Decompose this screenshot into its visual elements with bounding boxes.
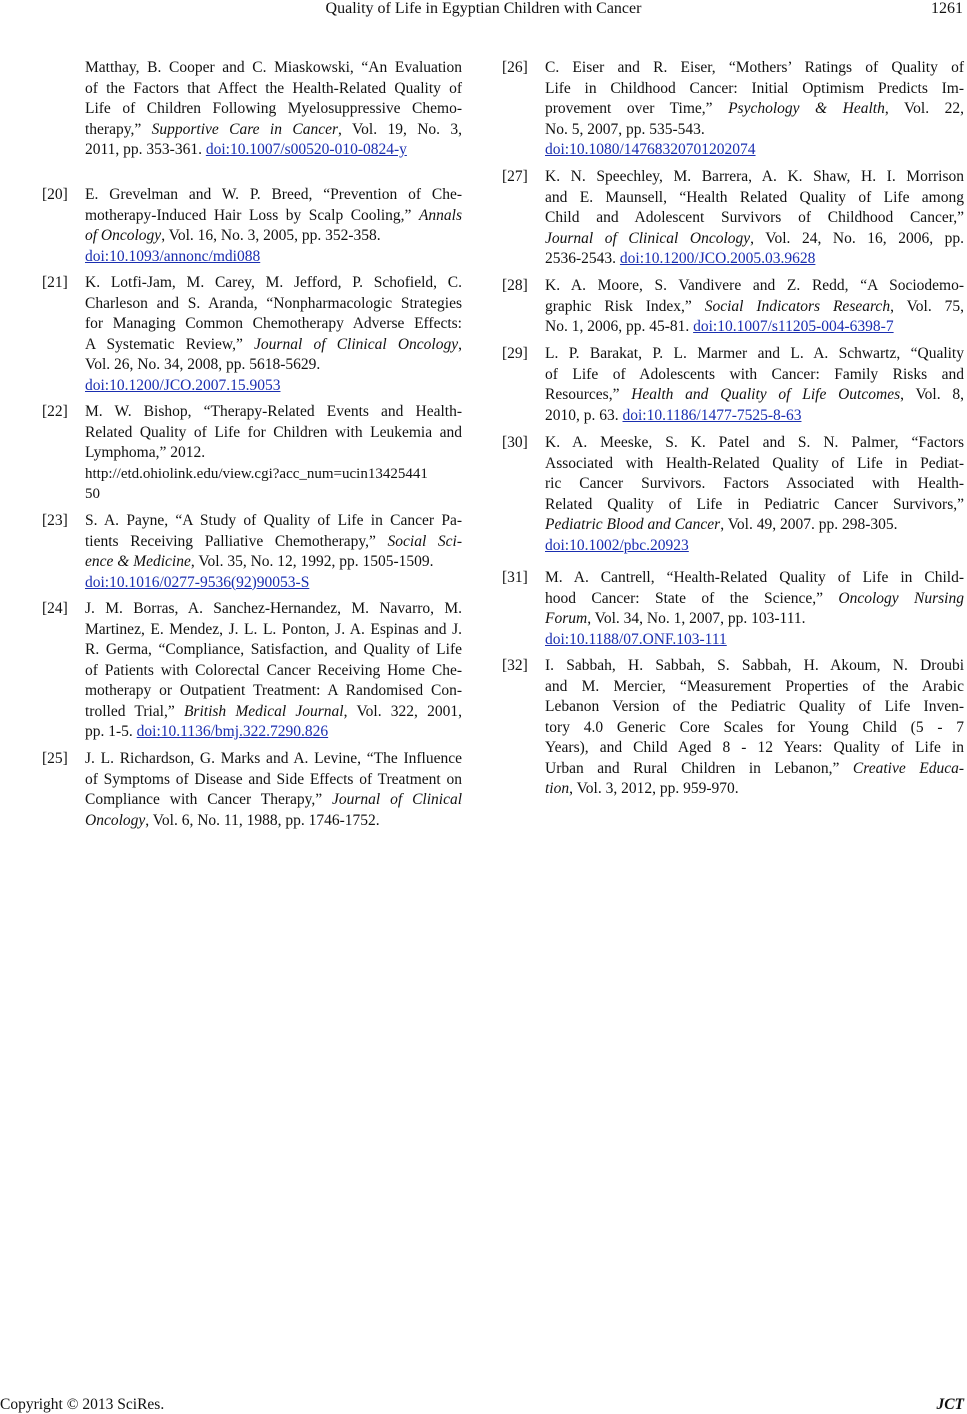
reference-line bbox=[545, 454, 964, 475]
reference-text: of Patients with Colorectal Cancer Receiving Home Che- bbox=[85, 661, 462, 679]
reference-number: [20] bbox=[42, 186, 68, 203]
reference-text: K. N. Speechley, M. Barrera, A. K. Shaw, H. I. Morrison bbox=[545, 168, 964, 185]
reference-line bbox=[85, 573, 462, 594]
doi-link[interactable]: doi:10.1200/JCO.2005.03.9628 bbox=[619, 250, 816, 267]
reference-text: , Vol. 322, 2001, bbox=[343, 702, 463, 720]
journal-title: Health and Quality of Life Outcomes bbox=[631, 386, 901, 403]
reference-line bbox=[85, 402, 462, 423]
reference-text: Related Quality of Life for Children with Leukemia and bbox=[85, 423, 462, 441]
reference-text: of Symptoms of Disease and Side Effects of Treatment on bbox=[85, 770, 462, 788]
journal-title: Journal of Clinical Oncology bbox=[254, 335, 459, 353]
reference-text: J. L. Richardson, G. Marks and A. Levine, “The Influence bbox=[85, 750, 462, 767]
reference-line bbox=[545, 344, 964, 365]
reference-line bbox=[545, 609, 964, 630]
reference-text: pp. 1-5. bbox=[85, 723, 137, 740]
reference-text: , Vol. 49, 2007. pp. 298-305. bbox=[720, 516, 898, 533]
reference-line bbox=[85, 770, 462, 791]
reference-text: therapy,” bbox=[85, 120, 152, 138]
reference-line bbox=[85, 511, 462, 532]
reference-line bbox=[85, 120, 462, 141]
journal-title: ence & Medicine bbox=[85, 553, 191, 570]
reference-text: Martinez, E. Mendez, J. L. L. Ponton, J. A. Espinas and J. bbox=[85, 620, 462, 638]
reference-text: , bbox=[458, 335, 462, 353]
reference-text: Lebanon Version of the Pediatric Quality of Life Inven- bbox=[545, 698, 964, 715]
url-text: 50 bbox=[85, 486, 100, 502]
reference-entry bbox=[42, 599, 462, 743]
doi-link[interactable]: doi:10.1007/s11205-004-6398-7 bbox=[693, 318, 894, 335]
reference-number: [30] bbox=[502, 434, 528, 451]
reference-line bbox=[85, 552, 462, 573]
reference-number: [29] bbox=[502, 345, 528, 362]
reference-line bbox=[545, 433, 964, 454]
reference-text: tients Receiving Palliative Chemotherapy,” bbox=[85, 532, 388, 550]
reference-text: , Vol. 19, No. 3, bbox=[337, 120, 463, 138]
reference-text: motherapy or Outpatient Treatment: A Randomised Con- bbox=[85, 682, 462, 699]
reference-text: trolled Trial,” bbox=[85, 702, 184, 720]
journal-title: Annals bbox=[418, 206, 462, 224]
reference-line bbox=[85, 532, 462, 553]
reference-text: provement over Time,” bbox=[545, 100, 729, 117]
reference-line bbox=[545, 276, 964, 297]
reference-text: 2011, pp. 353-361. bbox=[85, 141, 206, 158]
reference-entry bbox=[502, 58, 964, 161]
reference-text: Child and Adolescent Survivors of Childhood Cancer,” bbox=[545, 209, 964, 226]
reference-line bbox=[85, 464, 462, 485]
reference-line bbox=[85, 185, 462, 206]
reference-line bbox=[545, 385, 964, 406]
reference-line bbox=[545, 249, 964, 270]
doi-link[interactable]: doi:10.1188/07.ONF.103-111 bbox=[545, 630, 727, 648]
reference-entry bbox=[42, 273, 462, 396]
journal-title: Journal of Clinical Oncology bbox=[545, 229, 751, 247]
journal-title: Social Indicators Research bbox=[704, 297, 891, 315]
reference-text: I. Sabbah, H. Sabbah, S. Sabbah, H. Akoum, N. Droubi bbox=[545, 657, 964, 674]
journal-title: Forum bbox=[545, 610, 588, 627]
reference-line bbox=[545, 208, 964, 229]
reference-text: hood Cancer: State of the Science,” bbox=[545, 589, 839, 607]
reference-number: [27] bbox=[502, 168, 528, 185]
reference-text: K. A. Meeske, S. K. Patel and S. N. Palmer, “Factors bbox=[545, 434, 964, 451]
doi-link[interactable]: doi:10.1080/14768320701202074 bbox=[545, 141, 756, 158]
reference-number: [26] bbox=[502, 59, 528, 76]
reference-text: , Vol. 24, No. 16, 2006, pp. bbox=[750, 229, 964, 247]
reference-line bbox=[545, 79, 964, 100]
doi-link[interactable]: doi:10.1186/1477-7525-8-63 bbox=[622, 406, 802, 424]
reference-line bbox=[545, 297, 964, 318]
reference-text: R. Germa, “Compliance, Satisfaction, and Quality of Life bbox=[85, 641, 462, 658]
page-number: 1261 bbox=[931, 0, 963, 17]
journal-title: Creative Educa- bbox=[852, 759, 964, 777]
reference-text: for Managing Common Chemotherapy Adverse Effects: bbox=[85, 315, 462, 332]
reference-line bbox=[85, 423, 462, 444]
reference-line bbox=[85, 206, 462, 227]
reference-entry bbox=[42, 402, 462, 505]
reference-text: , Vol. 3, 2012, pp. 959-970. bbox=[569, 780, 739, 797]
reference-line bbox=[545, 167, 964, 188]
reference-line bbox=[545, 779, 964, 800]
reference-line bbox=[545, 99, 964, 120]
reference-text: , Vol. 75, bbox=[890, 297, 964, 315]
reference-line bbox=[85, 661, 462, 682]
reference-text: and M. Mercier, “Measurement Properties of the Arabic bbox=[545, 677, 964, 695]
reference-text: K. A. Moore, S. Vandivere and Z. Redd, “A Sociodemo- bbox=[545, 277, 964, 294]
reference-entry bbox=[502, 344, 964, 426]
reference-text: Matthay, B. Cooper and C. Miaskowski, “An Evaluation bbox=[85, 59, 462, 76]
reference-number: [32] bbox=[502, 657, 528, 674]
journal-title: Social Sci- bbox=[387, 532, 462, 550]
reference-line bbox=[85, 443, 462, 464]
reference-line bbox=[85, 681, 462, 702]
reference-text: 2536-2543. bbox=[545, 250, 620, 267]
reference-line bbox=[545, 759, 964, 780]
reference-text: Life in Childhood Cancer: Initial Optimism Predicts Im- bbox=[545, 79, 964, 97]
reference-entry bbox=[502, 656, 964, 800]
reference-line bbox=[85, 247, 462, 268]
reference-text: Resources,” bbox=[545, 386, 632, 403]
reference-text: 2010, p. 63. bbox=[545, 406, 623, 424]
reference-line bbox=[545, 317, 964, 338]
journal-title: Journal of Clinical bbox=[332, 791, 463, 808]
journal-title: Pediatric Blood and Cancer bbox=[545, 516, 721, 533]
copyright-notice: Copyright © 2013 SciRes. bbox=[0, 1396, 165, 1413]
journal-title: Oncology Nursing bbox=[838, 589, 964, 607]
journal-title: Supportive Care in Cancer bbox=[151, 120, 338, 138]
page-header bbox=[0, 0, 967, 22]
reference-line bbox=[545, 188, 964, 209]
reference-line bbox=[85, 58, 462, 79]
reference-line bbox=[545, 365, 964, 386]
reference-line bbox=[85, 790, 462, 811]
reference-line bbox=[545, 738, 964, 759]
reference-text: of the Factors that Affect the Health-Related Quality of bbox=[85, 79, 462, 97]
reference-text: Related Quality of Life in Pediatric Cancer Survivors,” bbox=[545, 495, 964, 513]
reference-text: M. W. Bishop, “Therapy-Related Events and Health- bbox=[85, 403, 462, 420]
reference-number: [24] bbox=[42, 600, 68, 617]
reference-line bbox=[85, 640, 462, 661]
reference-text: , Vol. 35, No. 12, 1992, pp. 1505-1509. bbox=[190, 553, 434, 570]
reference-line bbox=[85, 620, 462, 641]
reference-line bbox=[85, 376, 462, 397]
reference-line bbox=[545, 140, 964, 161]
reference-entry bbox=[42, 58, 462, 161]
reference-line bbox=[85, 140, 462, 161]
reference-text: S. A. Payne, “A Study of Quality of Life in Cancer Pa- bbox=[85, 512, 462, 529]
reference-line bbox=[545, 718, 964, 739]
reference-line bbox=[545, 229, 964, 250]
reference-line bbox=[545, 474, 964, 495]
reference-text: Life of Children Following Myelosuppressive Chemo- bbox=[85, 100, 462, 117]
reference-text: L. P. Barakat, P. L. Marmer and L. A. Schwartz, “Quality bbox=[545, 345, 964, 362]
url-text: http://etd.ohiolink.edu/view.cgi?acc_num=ucin13425441 bbox=[85, 465, 428, 482]
reference-number: [23] bbox=[42, 512, 68, 529]
reference-line bbox=[545, 568, 964, 589]
reference-number: [22] bbox=[42, 403, 68, 420]
reference-text: Compliance with Cancer Therapy,” bbox=[85, 791, 333, 808]
reference-text: ric Cancer Survivors. Factors Associated with Health- bbox=[545, 475, 964, 492]
reference-line bbox=[85, 294, 462, 315]
reference-line bbox=[85, 99, 462, 120]
reference-line bbox=[85, 811, 462, 832]
reference-number: [21] bbox=[42, 274, 68, 291]
journal-title: tion bbox=[545, 780, 570, 797]
reference-line bbox=[545, 656, 964, 677]
reference-text: M. A. Cantrell, “Health-Related Quality of Life in Child- bbox=[545, 569, 964, 586]
reference-text: , Vol. 6, No. 11, 1988, pp. 1746-1752. bbox=[145, 811, 380, 829]
reference-text: motherapy-Induced Hair Loss by Scalp Cooling,” bbox=[85, 206, 419, 224]
reference-text: Associated with Health-Related Quality of Life in Pediat- bbox=[545, 454, 964, 472]
journal-title: of Oncology bbox=[85, 227, 162, 244]
reference-entry bbox=[502, 276, 964, 338]
reference-text: J. M. Borras, A. Sanchez-Hernandez, M. Navarro, M. bbox=[85, 600, 462, 617]
reference-line bbox=[85, 484, 462, 505]
reference-entry bbox=[42, 749, 462, 831]
reference-line bbox=[545, 406, 964, 427]
reference-entry bbox=[502, 568, 964, 650]
reference-line bbox=[85, 355, 462, 376]
doi-link[interactable]: doi:10.1093/annonc/mdi088 bbox=[85, 247, 261, 265]
reference-entry bbox=[502, 433, 964, 556]
reference-text: , Vol. 34, No. 1, 2007, pp. 103-111. bbox=[587, 610, 806, 627]
doi-link[interactable]: doi:10.1136/bmj.322.7290.826 bbox=[136, 723, 329, 740]
reference-line bbox=[545, 120, 964, 141]
reference-text: , Vol. 8, bbox=[900, 386, 964, 403]
reference-number: [31] bbox=[502, 569, 528, 586]
reference-text: tory 4.0 Generic Core Scales for Young Child (5 - 7 bbox=[545, 718, 964, 736]
reference-line bbox=[85, 722, 462, 743]
reference-line bbox=[545, 697, 964, 718]
reference-entry bbox=[502, 167, 964, 270]
reference-number: [25] bbox=[42, 750, 68, 767]
reference-line bbox=[85, 599, 462, 620]
reference-text: A Systematic Review,” bbox=[85, 335, 255, 353]
journal-title: Psychology & Health bbox=[728, 100, 885, 117]
reference-text: Years), and Child Aged 8 - 12 Years: Quality of Life in bbox=[545, 739, 964, 756]
journal-title: Oncology bbox=[85, 811, 146, 829]
reference-line bbox=[85, 226, 462, 247]
reference-entry bbox=[42, 511, 462, 593]
reference-text: , Vol. 16, No. 3, 2005, pp. 352-358. bbox=[161, 227, 381, 244]
reference-line bbox=[545, 677, 964, 698]
reference-line bbox=[545, 630, 964, 651]
reference-text: of Life of Adolescents with Cancer: Family Risks and bbox=[545, 365, 964, 383]
reference-text: No. 5, 2007, pp. 535-543. bbox=[545, 120, 705, 138]
reference-text: and E. Maunsell, “Health Related Quality of Life among bbox=[545, 188, 964, 206]
reference-text: Lymphoma,” 2012. bbox=[85, 444, 206, 461]
reference-text: , Vol. 22, bbox=[884, 100, 964, 117]
doi-link[interactable]: doi:10.1002/pbc.20923 bbox=[545, 536, 689, 554]
reference-line bbox=[545, 589, 964, 610]
reference-line bbox=[545, 495, 964, 516]
reference-line bbox=[545, 536, 964, 557]
reference-entry bbox=[42, 185, 462, 267]
reference-number: [28] bbox=[502, 277, 528, 294]
reference-line bbox=[85, 702, 462, 723]
doi-link[interactable]: doi:10.1007/s00520-010-0824-y bbox=[205, 141, 407, 158]
reference-text: No. 1, 2006, pp. 45-81. bbox=[545, 318, 694, 335]
reference-text: Charleson and S. Aranda, “Nonpharmacologic Strategies bbox=[85, 294, 462, 312]
running-title: Quality of Life in Egyptian Children with Cancer bbox=[325, 0, 642, 17]
doi-link[interactable]: doi:10.1016/0277-9536(92)90053-S bbox=[85, 573, 310, 591]
reference-text: C. Eiser and R. Eiser, “Mothers’ Ratings of Quality of bbox=[545, 59, 964, 76]
reference-text: K. Lotfi-Jam, M. Carey, M. Jefford, P. Schofield, C. bbox=[85, 274, 462, 291]
reference-line bbox=[85, 335, 462, 356]
journal-abbrev: JCT bbox=[936, 1396, 964, 1413]
reference-line bbox=[85, 314, 462, 335]
reference-text: E. Grevelman and W. P. Breed, “Prevention of Che- bbox=[85, 186, 462, 203]
reference-text: Urban and Rural Children in Lebanon,” bbox=[545, 759, 853, 777]
reference-text: graphic Risk Index,” bbox=[545, 297, 705, 315]
journal-title: British Medical Journal bbox=[183, 702, 344, 720]
doi-link[interactable]: doi:10.1200/JCO.2007.15.9053 bbox=[85, 376, 281, 394]
reference-line bbox=[85, 79, 462, 100]
reference-line bbox=[85, 273, 462, 294]
reference-line bbox=[545, 515, 964, 536]
reference-text: Vol. 26, No. 34, 2008, pp. 5618-5629. bbox=[85, 356, 321, 373]
reference-line bbox=[85, 749, 462, 770]
reference-line bbox=[545, 58, 964, 79]
